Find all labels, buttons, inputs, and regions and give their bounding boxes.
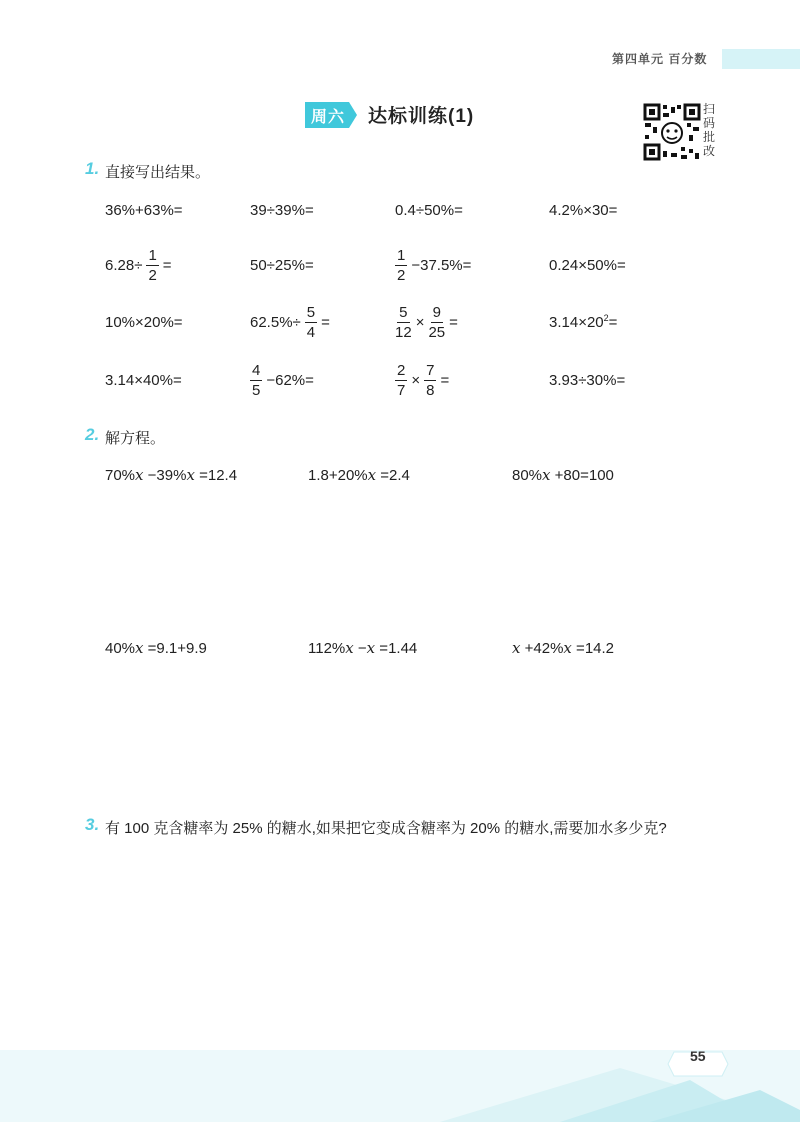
fraction: $\frac{4}{5}$ xyxy=(252,361,261,399)
q1-expression: $3.14\times 20^2=$ xyxy=(549,313,618,331)
q1-expression: 10%×20%= xyxy=(105,313,183,331)
q1-expression: 3.93÷30%= xyxy=(549,371,626,389)
q1-number: 1. xyxy=(85,159,100,178)
equation: 70%x −39%x =12.4 xyxy=(105,466,238,484)
q2-number: 2. xyxy=(85,425,100,444)
q1-expression: 3.14×40%= xyxy=(105,371,182,389)
fraction: $\frac{1}{2}$ xyxy=(397,246,406,284)
q1-instruction: 直接写出结果。 xyxy=(105,164,211,181)
equation: 112%x −x =1.44 xyxy=(308,639,418,657)
fraction: $\frac{7}{8}$ xyxy=(426,361,435,399)
q1-expression: $\frac{4}{5}$ −62%= xyxy=(252,361,314,399)
q2-instruction: 解方程。 xyxy=(105,430,166,447)
qr-caption: 扫码批改 xyxy=(703,102,716,158)
equation: x +42%x =14.2 xyxy=(512,639,615,657)
unit-label: 第四单元 百分数 xyxy=(612,52,708,66)
q1-expression: $\frac{1}{2}$ −37.5%= xyxy=(397,246,472,284)
q1-expression: 4.2%×30= xyxy=(549,201,618,219)
footer-decoration xyxy=(0,1050,800,1122)
fraction: $\frac{1}{2}$ xyxy=(148,246,157,284)
page-number: 55 xyxy=(690,1048,706,1064)
day-label: 周六 xyxy=(311,109,346,126)
fraction: $\frac{9}{25}$ xyxy=(428,303,446,341)
q1-expression: 62.5%÷ $\frac{5}{4}$ = xyxy=(250,303,330,341)
q3-problem: 有 100 克含糖率为 25% 的糖水,如果把它变成含糖率为 20% 的糖水,需要加水多少克? xyxy=(105,820,667,837)
equation: 80%x +80=100 xyxy=(512,466,614,484)
q1-expression: $\frac{5}{12}$ × $\frac{9}{25}$ = xyxy=(395,303,458,341)
page-title: 达标训练(1) xyxy=(368,106,475,127)
fraction: $\frac{5}{4}$ xyxy=(306,303,316,341)
header-strip xyxy=(722,49,800,69)
q1-expression: 0.24×50%= xyxy=(549,256,626,274)
fraction: $\frac{5}{12}$ xyxy=(395,303,412,341)
q1-expression: 0.4÷50%= xyxy=(395,201,463,219)
qr-code-icon[interactable] xyxy=(643,103,701,161)
q3-number: 3. xyxy=(85,815,100,834)
q1-expression: 39÷39%= xyxy=(250,201,314,219)
q1-expression: $\frac{2}{7}$ × $\frac{7}{8}$ = xyxy=(397,361,450,399)
q1-expression: 36%+63%= xyxy=(105,201,183,219)
equation: 40%x =9.1+9.9 xyxy=(105,639,207,657)
fraction: $\frac{2}{7}$ xyxy=(397,361,406,399)
equation: 1.8+20%x =2.4 xyxy=(308,466,410,484)
q1-expression: 50÷25%= xyxy=(250,256,314,274)
q1-expression: 6.28÷ $\frac{1}{2}$ = xyxy=(105,246,172,284)
